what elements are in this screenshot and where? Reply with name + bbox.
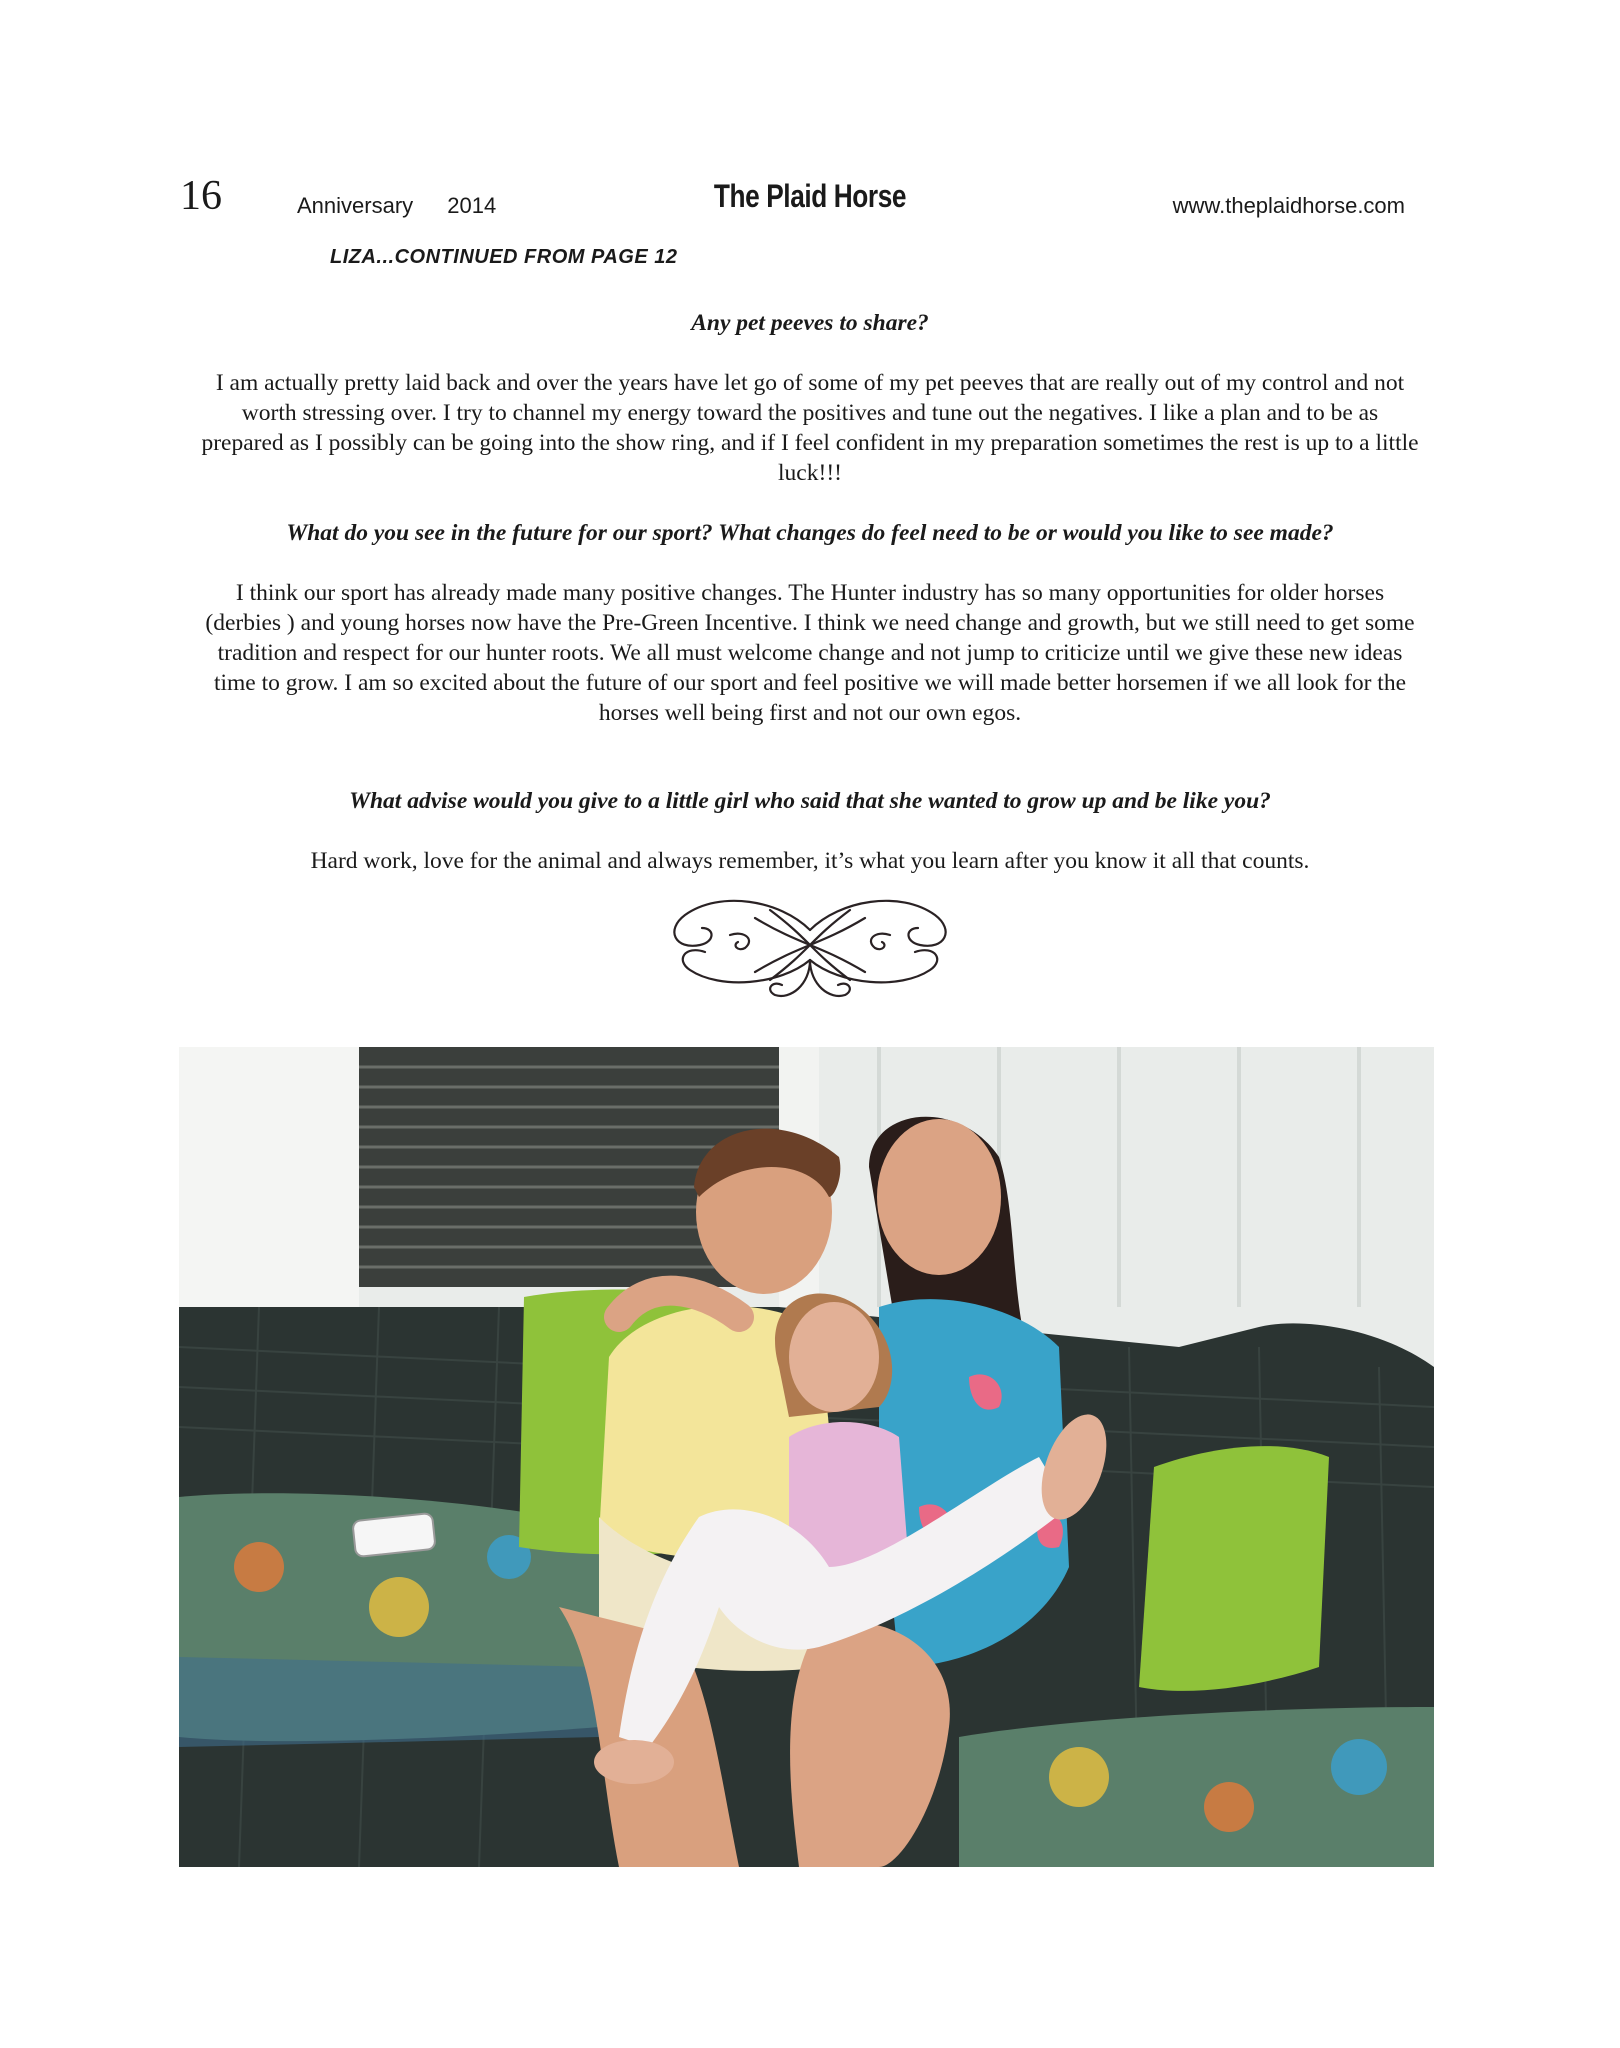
website-url: www.theplaidhorse.com: [1172, 193, 1405, 218]
answer-pet-peeves: I am actually pretty laid back and over the years have let go of some of my pet peeves that are really out of my control and not worth stressing over. I try to channel my energy toward the positives and tune out the negatives. I like a plan and to be as prepared as I possibly can be going into the show ring, and if I feel confident in my preparation sometimes the rest is up to a little luck!!!: [201, 370, 1419, 486]
photo-window-frame: [179, 1047, 359, 1347]
issue-year: 2014: [447, 193, 497, 218]
issue-name: Anniversary: [297, 193, 414, 218]
question-future-of-sport: What do you see in the future for our sport? What changes do feel need to be or would you like to see made?: [286, 520, 1334, 546]
question-pet-peeves: Any pet peeves to share?: [691, 310, 929, 336]
photo-phone: [352, 1513, 435, 1557]
photo-woman-face: [877, 1119, 1001, 1275]
family-photo: [179, 1047, 1434, 1867]
photo-child-face: [789, 1302, 879, 1412]
ornament-flourish-icon: [660, 890, 960, 1020]
photo-right-pillow: [1139, 1446, 1329, 1691]
question-advice: What advise would you give to a little girl who said that she wanted to grow up and be like you?: [349, 788, 1271, 814]
photo-child-foot-left: [594, 1740, 674, 1784]
article-body: [200, 308, 1420, 876]
page-number: 16: [180, 173, 222, 219]
answer-advice: Hard work, love for the animal and always remember, it’s what you learn after you know it all that counts.: [310, 848, 1310, 874]
masthead-title: The Plaid Horse: [713, 178, 907, 214]
continued-label: LIZA...CONTINUED FROM PAGE 12: [330, 246, 678, 268]
answer-future-of-sport: I think our sport has already made many positive changes. The Hunter industry has so many opportunities for older horses (derbies ) and young horses now have the Pre-Green Incentive. I think we need change and growth, but we still need to get some tradition and respect for our hunter roots. We all must welcome change and not jump to criticize until we give these new ideas time to grow. I am so excited about the future of our sport and feel positive we will made better horsemen if we all look for the horses well being first and not our own egos.: [205, 580, 1415, 726]
